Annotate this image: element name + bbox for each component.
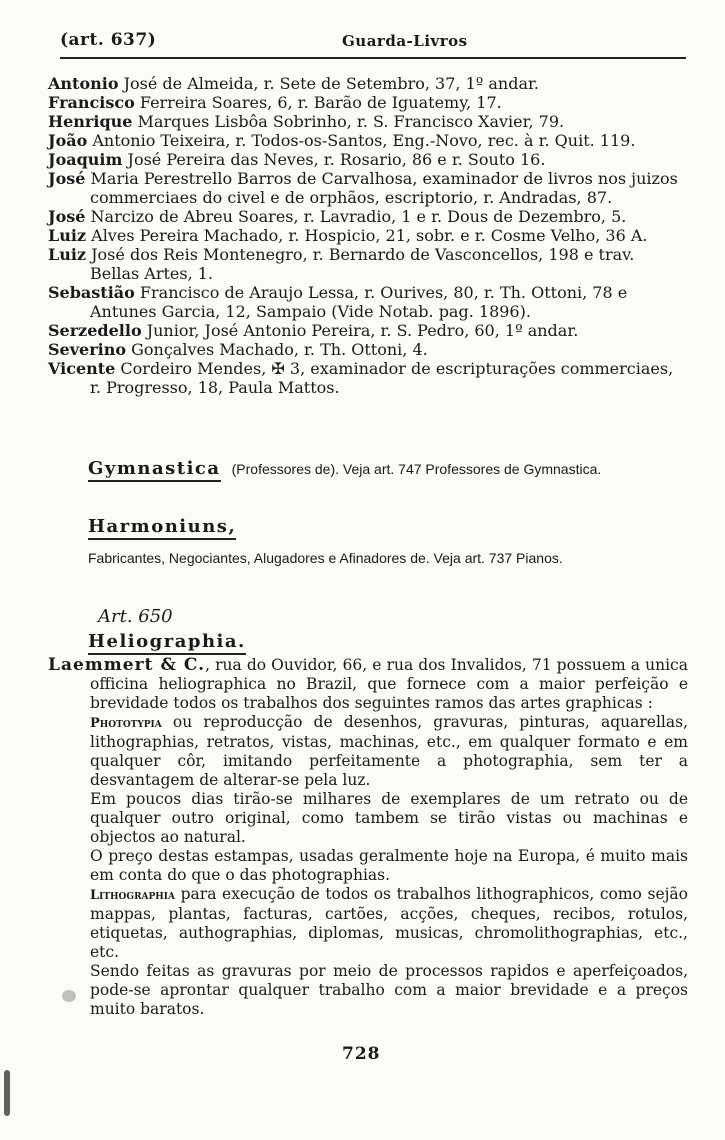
harmoniuns-note: Fabricantes, Negociantes, Alugadores e Afinadores de. Veja art. 737 Pianos. <box>88 550 563 566</box>
list-item: Sebastião Francisco de Araujo Lessa, r. Ourives, 80, r. Th. Ottoni, 78 e Antunes Garcia, 12, Sampaio (Vide Notab. pag. 1896). <box>48 283 628 321</box>
list-item: Francisco Ferreira Soares, 6, r. Barão de Iguatemy, 17. <box>48 93 502 112</box>
header-title: Guarda-Livros <box>342 32 468 50</box>
list-item: Severino Gonçalves Machado, r. Th. Ottoni, 4. <box>48 340 428 359</box>
list-item: Luiz Alves Pereira Machado, r. Hospicio, 21, sobr. e r. Cosme Velho, 36 A. <box>48 226 648 245</box>
running-header <box>60 30 700 54</box>
advert-intro: Laemmert & C., rua do Ouvidor, 66, e rua dos Invalidos, 71 possuem a unica officina heliographica no Brazil, que fornece com a maior perfeição e brevidade todos os trabalhos dos seguintes ramos das artes graphicas : <box>48 655 688 712</box>
laemmert-advert <box>48 656 688 1019</box>
header-article-ref: (art. 637) <box>60 30 157 50</box>
list-item: Henrique Marques Lisbôa Sobrinho, r. S. Francisco Xavier, 79. <box>48 112 565 131</box>
list-item: Antonio José de Almeida, r. Sete de Setembro, 37, 1º andar. <box>48 74 539 93</box>
harmoniuns-section <box>88 516 688 566</box>
gymnastica-section <box>88 458 688 482</box>
advert-phototypia: Phototypia ou reproducção de desenhos, gravuras, pinturas, aquarellas, lithographias, retratos, vistas, machinas, etc., em qualquer formato e em qualquer côr, imitando perfeitamente a photographia, sem ter a desvantagem de alterar-se pela luz. <box>90 713 688 789</box>
list-item: Vicente Cordeiro Mendes, ✠ 3, examinador de escripturações commerciaes, r. Progresso, 18, Paula Mattos. <box>48 359 674 397</box>
advert-paragraph: Em poucos dias tirão-se milhares de exemplares de um retrato ou de qualquer outro original, como tambem se tirão vistas ou machinas e objectos ao natural. <box>90 790 688 846</box>
firm-name: Laemmert & C. <box>48 655 206 675</box>
harmoniuns-title: Harmoniuns, <box>88 516 236 540</box>
gymnastica-note: (Professores de). Veja art. 747 Professores de Gymnastica. <box>231 461 602 477</box>
ink-stain <box>62 990 76 1002</box>
list-item: Serzedello Junior, José Antonio Pereira, r. S. Pedro, 60, 1º andar. <box>48 321 579 340</box>
list-item: José Maria Perestrello Barros de Carvalhosa, examinador de livros nos juizos commerciaes do civel e de orphãos, escriptorio, r. Andradas, 87. <box>48 169 678 207</box>
list-item: José Narcizo de Abreu Soares, r. Lavradio, 1 e r. Dous de Dezembro, 5. <box>48 207 627 226</box>
advert-lithographia: Lithographia para execução de todos os trabalhos lithographicos, como sejão mappas, plantas, facturas, cartões, acções, cheques, recibos, rotulos, etiquetas, authographias, diplomas, musicas, chromolithographias, etc., etc. <box>90 885 688 961</box>
page-number: 728 <box>342 1044 381 1064</box>
gymnastica-title: Gymnastica <box>88 458 221 482</box>
list-item: Luiz José dos Reis Montenegro, r. Bernardo de Vasconcellos, 198 e trav. Bellas Artes, 1. <box>48 245 635 283</box>
header-rule <box>60 57 686 59</box>
heliographia-article: Art. 650 <box>98 606 173 627</box>
advert-paragraph: O preço destas estampas, usadas geralmente hoje na Europa, é muito mais em conta do que o das photographias. <box>90 847 688 884</box>
heliographia-section <box>88 606 688 655</box>
list-item: Joaquim José Pereira das Neves, r. Rosario, 86 e r. Souto 16. <box>48 150 546 169</box>
advert-paragraph: Sendo feitas as gravuras por meio de processos rapidos e aperfeiçoados, pode-se aprontar qualquer trabalho com a maior brevidade e a preços muito baratos. <box>90 962 688 1018</box>
ink-stain <box>4 1070 10 1116</box>
entry-list <box>48 74 688 397</box>
list-item: João Antonio Teixeira, r. Todos-os-Santos, Eng.-Novo, rec. à r. Quit. 119. <box>48 131 636 150</box>
heliographia-title: Heliographia. <box>88 631 246 655</box>
